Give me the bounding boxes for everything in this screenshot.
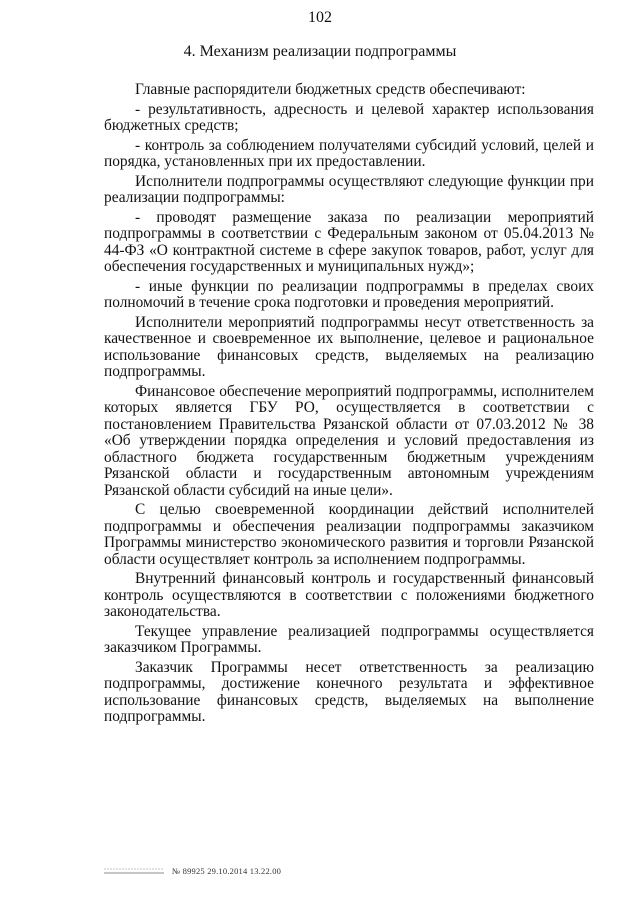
document-body: [104, 82, 594, 729]
paragraph: Заказчик Программы несет ответственность за реализацию подпрограммы, достижение конечного результата и эффективное использование финансовых средств, выделяемых на выполнение подпрограммы.: [104, 658, 594, 725]
paragraph: Внутренний финансовый контроль и государственный финансовый контроль осуществляются в соответствии с положениями бюджетного законодательства.: [104, 570, 594, 620]
paragraph: - проводят размещение заказа по реализации мероприятий подпрограммы в соответствии с Федеральным законом от 05.04.2013 № 44-ФЗ «О контрактной системе в сфере закупок товаров, работ, услуг для обеспечения государственных и муниципальных нужд»;: [104, 208, 594, 275]
registration-stamp-icon: [104, 866, 164, 876]
paragraph: - результативность, адресность и целевой характер использования бюджетных средств;: [104, 100, 594, 134]
paragraph: Главные распорядители бюджетных средств обеспечивают:: [135, 81, 526, 98]
registration-footer: [104, 866, 281, 876]
section-heading: 4. Механизм реализации подпрограммы: [183, 43, 457, 60]
paragraph: Финансовое обеспечение мероприятий подпрограммы, исполнителем которых является ГБУ РО, осуществляется в соответствии с постановлением Правительства Рязанской области от 07.03.2012 № 38 «Об утверждении порядка определения и условий предоставления из областного бюджета государственным бюджетным учреждениям Рязанской области и государственным автономным учреждениям Рязанской области субсидий на иные цели».: [104, 382, 594, 499]
paragraph: Исполнители подпрограммы осуществляют следующие функции при реализации подпрограммы:: [104, 172, 594, 206]
paragraph: Исполнители мероприятий подпрограммы несут ответственность за качественное и своевременное их выполнение, целевое и рациональное использование финансовых средств, выделяемых на реализацию подпрограммы.: [104, 313, 594, 380]
paragraph: Текущее управление реализацией подпрограммы осуществляется заказчиком Программы.: [104, 622, 594, 656]
paragraph: - иные функции по реализации подпрограммы в пределах своих полномочий в течение срока подготовки и проведения мероприятий.: [104, 277, 594, 311]
registration-number: № 89925 29.10.2014 13.22.00: [172, 866, 282, 876]
page-number: 102: [308, 9, 332, 26]
paragraph: - контроль за соблюдением получателями субсидий условий, целей и порядка, установленных при их предоставлении.: [104, 136, 594, 170]
paragraph: С целью своевременной координации действий исполнителей подпрограммы и обеспечения реализации подпрограммы заказчиком Программы министерство экономического развития и торговли Рязанской области осуществляет контроль за исполнением подпрограммы.: [104, 501, 594, 568]
